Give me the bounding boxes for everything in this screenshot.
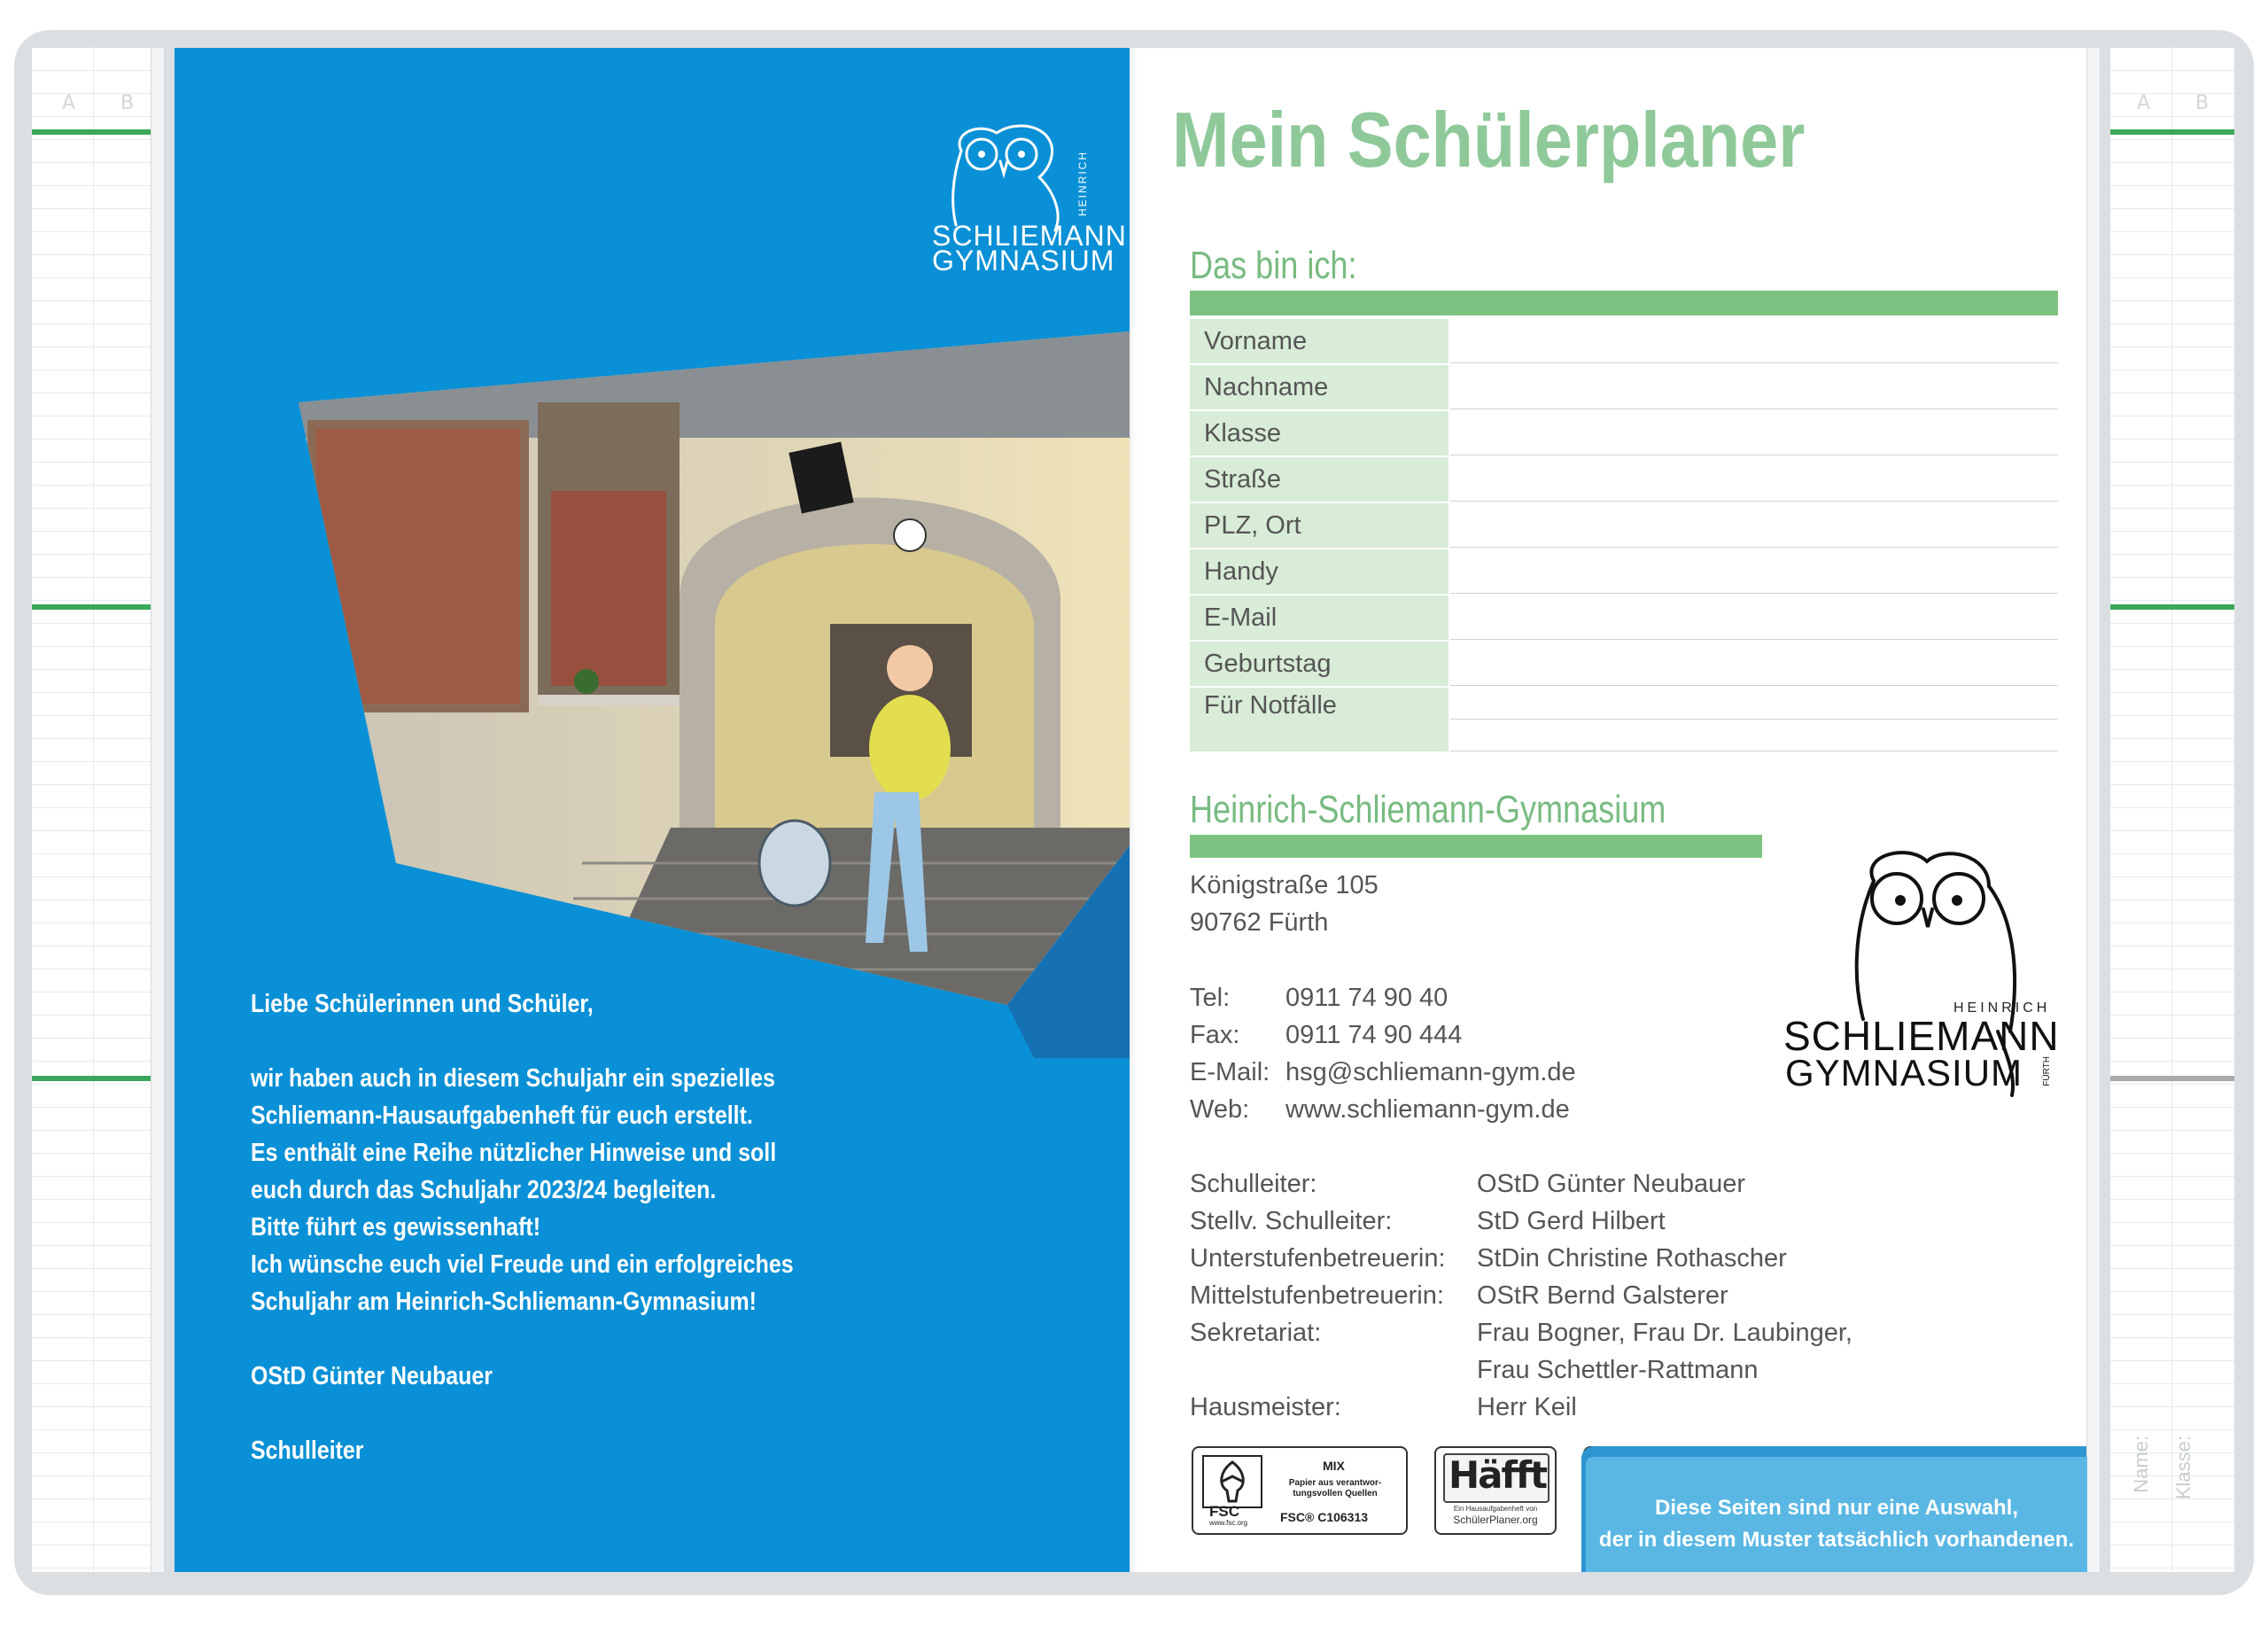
form-row-handy xyxy=(1190,549,2058,594)
staff-role: Stellv. Schulleiter: xyxy=(1190,1207,1393,1235)
contact-web: www.schliemann-gym.de xyxy=(1285,1095,1570,1124)
notice-line: Diese Seiten sind nur eine Auswahl, xyxy=(1655,1496,2018,1520)
fsc-description xyxy=(1275,1478,1395,1499)
form-label: Für Notfälle xyxy=(1190,688,1449,751)
form-label: Handy xyxy=(1190,549,1449,594)
form-input-line[interactable] xyxy=(1450,639,2058,640)
personal-heading: Das bin ich: xyxy=(1190,244,1357,287)
logo-gymnasium: GYMNASIUM xyxy=(1785,1052,2023,1094)
letter-line: Schliemann-Hausaufgabenheft für euch erstellt. xyxy=(251,1102,753,1130)
tab-divider xyxy=(2110,129,2234,135)
class-label: Klasse: xyxy=(2172,1436,2194,1500)
fsc-site: www.fsc.org xyxy=(1209,1519,1248,1527)
staff-name: Frau Bogner, Frau Dr. Laubinger, xyxy=(1477,1319,1852,1347)
logo-schliemann: SCHLIEMANN xyxy=(932,220,1127,252)
tab-divider xyxy=(2110,604,2234,610)
school-stairwell-photo xyxy=(299,331,1130,1058)
fsc-code: FSC® C106313 xyxy=(1280,1510,1369,1524)
notice-line: der in diesem Muster tatsächlich vorhandenen. xyxy=(1598,1528,2075,1552)
address-city: 90762 Fürth xyxy=(1190,908,1329,937)
page-edge xyxy=(151,48,165,1572)
fsc-mark: FSC xyxy=(1209,1503,1239,1520)
address-street: Königstraße 105 xyxy=(1190,871,1379,899)
tab-divider xyxy=(32,129,152,135)
staff-name: Frau Schettler-Rattmann xyxy=(1477,1356,1759,1384)
tab-letter-a: A xyxy=(2137,92,2151,114)
fsc-desc-line: Papier aus verantwor- xyxy=(1288,1478,1382,1488)
right-page xyxy=(1130,48,2086,1572)
page-title: Mein Schülerplaner xyxy=(1172,96,1806,183)
letter-line: Schuljahr am Heinrich-Schliemann-Gymnasium! xyxy=(251,1288,757,1316)
fsc-mix: MIX xyxy=(1323,1459,1345,1473)
form-label: Vorname xyxy=(1190,319,1449,363)
contact-key: Fax: xyxy=(1190,1021,1240,1049)
tab-letter-a: A xyxy=(62,92,76,114)
letter-signature-role: Schulleiter xyxy=(251,1436,364,1465)
form-input-line[interactable] xyxy=(1450,593,2058,594)
logo-heinrich: HEINRICH xyxy=(1953,1000,2051,1016)
contact-key: Tel: xyxy=(1190,984,1231,1012)
form-input-line[interactable] xyxy=(1450,547,2058,548)
form-input-line[interactable] xyxy=(1450,362,2058,363)
school-heading: Heinrich-Schliemann-Gymnasium xyxy=(1190,788,1666,831)
right-register-tabs xyxy=(2110,48,2234,1572)
tab-letter-b: B xyxy=(120,92,135,114)
contact-phone: 0911 74 90 40 xyxy=(1285,984,1449,1012)
haefft-brand: Häfft xyxy=(1449,1453,1547,1497)
haefft-url: SchülerPlaner.org xyxy=(1453,1514,1538,1526)
tab-letter-b: B xyxy=(2195,92,2210,114)
form-row-nachname xyxy=(1190,365,2058,409)
fsc-desc-line: tungsvollen Quellen xyxy=(1293,1489,1378,1499)
form-row-strasse xyxy=(1190,457,2058,502)
haefft-logo xyxy=(1434,1446,1557,1535)
staff-role: Mittelstufenbetreuerin: xyxy=(1190,1281,1444,1310)
staff-role: Schulleiter: xyxy=(1190,1170,1317,1198)
name-label: Name: xyxy=(2130,1436,2152,1493)
fsc-logo xyxy=(1192,1446,1408,1535)
logo-heinrich: HEINRICH xyxy=(1076,150,1089,216)
form-row-geburtstag xyxy=(1190,642,2058,686)
form-label: Nachname xyxy=(1190,365,1449,409)
logo-gymnasium: GYMNASIUM xyxy=(932,245,1115,276)
form-input-line[interactable] xyxy=(1450,719,2058,720)
staff-name: Herr Keil xyxy=(1477,1393,1577,1421)
contact-key: Web: xyxy=(1190,1095,1250,1124)
staff-role: Sekretariat: xyxy=(1190,1319,1322,1347)
owl-logo-icon xyxy=(926,115,1085,319)
form-label: E-Mail xyxy=(1190,596,1449,640)
tab-divider xyxy=(2110,1076,2234,1081)
left-register-tabs xyxy=(32,48,152,1572)
contact-fax: 0911 74 90 444 xyxy=(1285,1021,1463,1049)
heading-bar xyxy=(1190,835,1762,858)
form-input-line[interactable] xyxy=(1450,685,2058,686)
form-input-line[interactable] xyxy=(1450,501,2058,502)
letter-signature-name: OStD Günter Neubauer xyxy=(251,1362,493,1390)
letter-greeting: Liebe Schülerinnen und Schüler, xyxy=(251,990,594,1018)
staff-name: StD Gerd Hilbert xyxy=(1477,1207,1666,1235)
fsc-tree-icon xyxy=(1202,1455,1262,1508)
form-row-vorname xyxy=(1190,319,2058,363)
logo-schliemann: SCHLIEMANN xyxy=(1783,1013,2060,1059)
letter-line: Es enthält eine Reihe nützlicher Hinweise und soll xyxy=(251,1139,777,1167)
contact-email: hsg@schliemann-gym.de xyxy=(1285,1058,1576,1086)
letter-line: Bitte führt es gewissenhaft! xyxy=(251,1213,541,1242)
form-row-plz-ort xyxy=(1190,503,2058,548)
contact-key: E-Mail: xyxy=(1190,1058,1270,1086)
form-label: Klasse xyxy=(1190,411,1449,455)
staff-name: StDin Christine Rothascher xyxy=(1477,1244,1787,1273)
left-page xyxy=(175,48,1130,1572)
form-row-notfaelle xyxy=(1190,688,2058,751)
form-row-email xyxy=(1190,596,2058,640)
letter-line: wir haben auch in diesem Schuljahr ein spezielles xyxy=(251,1064,775,1093)
form-row-klasse xyxy=(1190,411,2058,455)
letter-line: Ich wünsche euch viel Freude und ein erfolgreiches xyxy=(251,1250,794,1279)
heading-bar xyxy=(1190,291,2058,315)
page-edge xyxy=(2086,48,2101,1572)
welcome-letter xyxy=(251,985,830,1469)
staff-role: Hausmeister: xyxy=(1190,1393,1341,1421)
owl-logo-icon xyxy=(1776,845,2042,1138)
staff-name: OStD Günter Neubauer xyxy=(1477,1170,1746,1198)
form-label: PLZ, Ort xyxy=(1190,503,1449,548)
haefft-desc: Ein Hausaufgabenheft von xyxy=(1453,1505,1538,1513)
staff-role: Unterstufenbetreuerin: xyxy=(1190,1244,1446,1273)
tab-divider xyxy=(32,604,152,610)
staff-name: OStR Bernd Galsterer xyxy=(1477,1281,1728,1310)
letter-line: euch durch das Schuljahr 2023/24 begleiten. xyxy=(251,1176,717,1204)
form-label: Geburtstag xyxy=(1190,642,1449,686)
sample-notice xyxy=(1586,1457,2087,1572)
tab-divider xyxy=(32,1076,152,1081)
logo-fuerth: FÜRTH xyxy=(2042,1056,2052,1086)
form-label: Straße xyxy=(1190,457,1449,502)
